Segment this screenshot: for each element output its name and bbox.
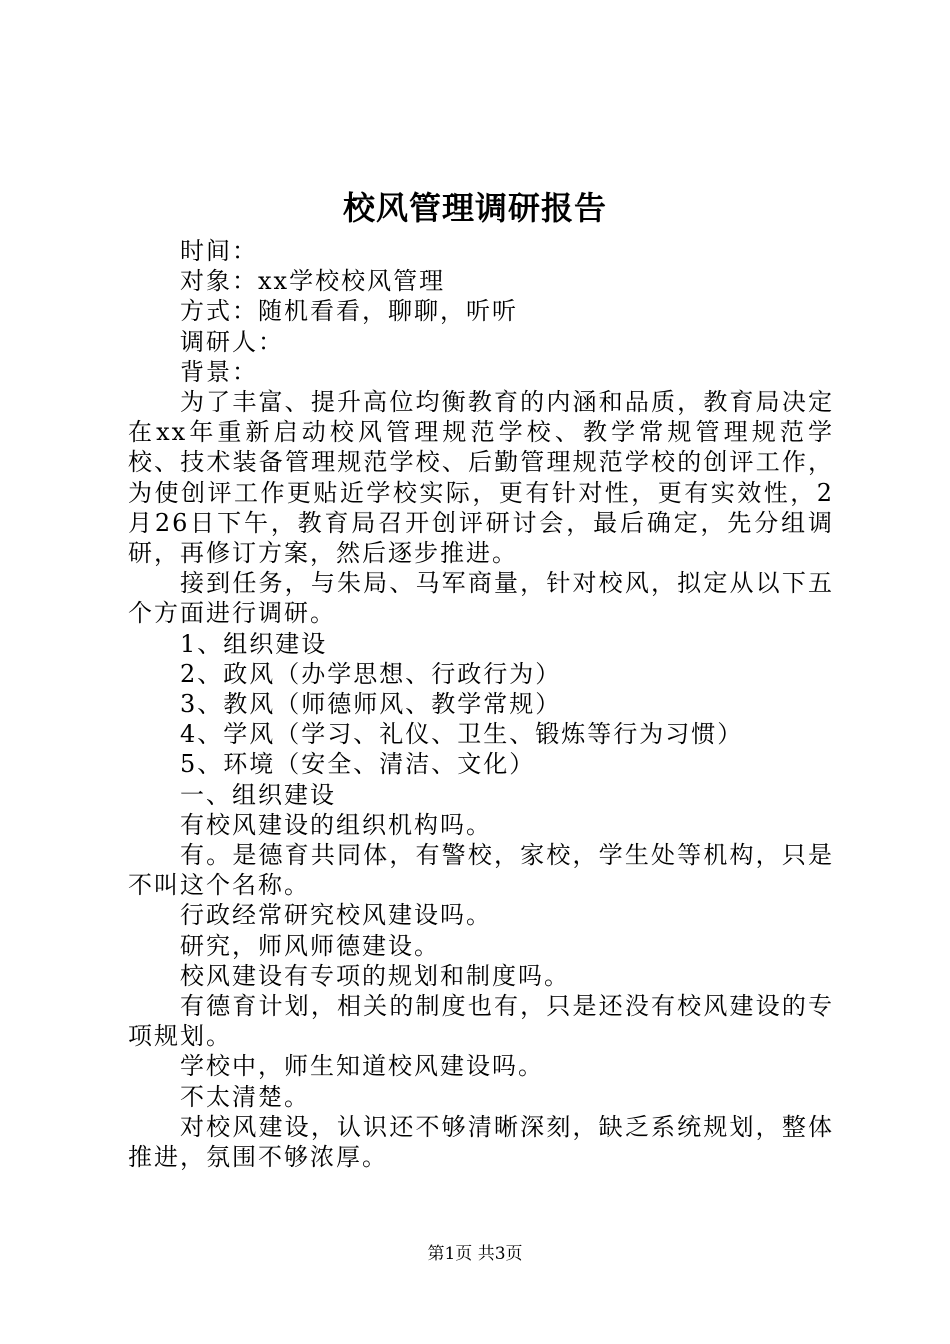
- document-body: [128, 236, 834, 1172]
- paragraph-object: 对象：xx学校校风管理: [180, 267, 446, 296]
- question: 行政经常研究校风建设吗。: [180, 901, 492, 930]
- paragraph-task: 接到任务，与朱局、马军商量，针对校风，拟定从以下五个方面进行调研。: [128, 569, 834, 628]
- list-item: 5、环境（安全、清洁、文化）: [180, 750, 536, 779]
- answer: 有德育计划，相关的制度也有，只是还没有校风建设的专项规划。: [128, 992, 834, 1051]
- list-item: 4、学风（学习、礼仪、卫生、锻炼等行为习惯）: [180, 720, 744, 749]
- answer: 研究，师风师德建设。: [180, 931, 440, 960]
- list-item: 2、政风（办学思想、行政行为）: [180, 659, 562, 688]
- question: 有校风建设的组织机构吗。: [180, 810, 492, 839]
- paragraph-background-label: 背景：: [180, 357, 258, 386]
- paragraph-method: 方式：随机看看，聊聊，听听: [180, 297, 518, 326]
- section-heading: 一、组织建设: [180, 780, 336, 809]
- answer: 不太清楚。: [180, 1082, 310, 1111]
- document-title: 校风管理调研报告: [342, 189, 607, 227]
- paragraph-background: 为了丰富、提升高位均衡教育的内涵和品质，教育局决定在xx年重新启动校风管理规范学校、教学常规管理规范学校、技术装备管理规范学校、后勤管理规范学校的创评工作，为使创评工作更贴近学校实际，更有针对性，更有实效性，2月26日下午，教育局召开创评研讨会，最后确定，先分组调研，再修订方案，然后逐步推进。: [128, 388, 834, 568]
- list-item: 3、教风（师德师风、教学常规）: [180, 690, 562, 719]
- answer: 有。是德育共同体，有警校，家校，学生处等机构，只是不叫这个名称。: [128, 841, 834, 900]
- page-footer: 第1页 共3页: [427, 1244, 523, 1264]
- summary-paragraph: 对校风建设，认识还不够清晰深刻，缺乏系统规划，整体推进，氛围不够浓厚。: [128, 1112, 834, 1172]
- paragraph-researcher: 调研人：: [180, 327, 284, 356]
- list-item: 1、组织建设: [180, 629, 328, 658]
- question: 校风建设有专项的规划和制度吗。: [180, 961, 570, 990]
- paragraph-time: 时间：: [180, 237, 258, 265]
- question: 学校中，师生知道校风建设吗。: [180, 1052, 544, 1081]
